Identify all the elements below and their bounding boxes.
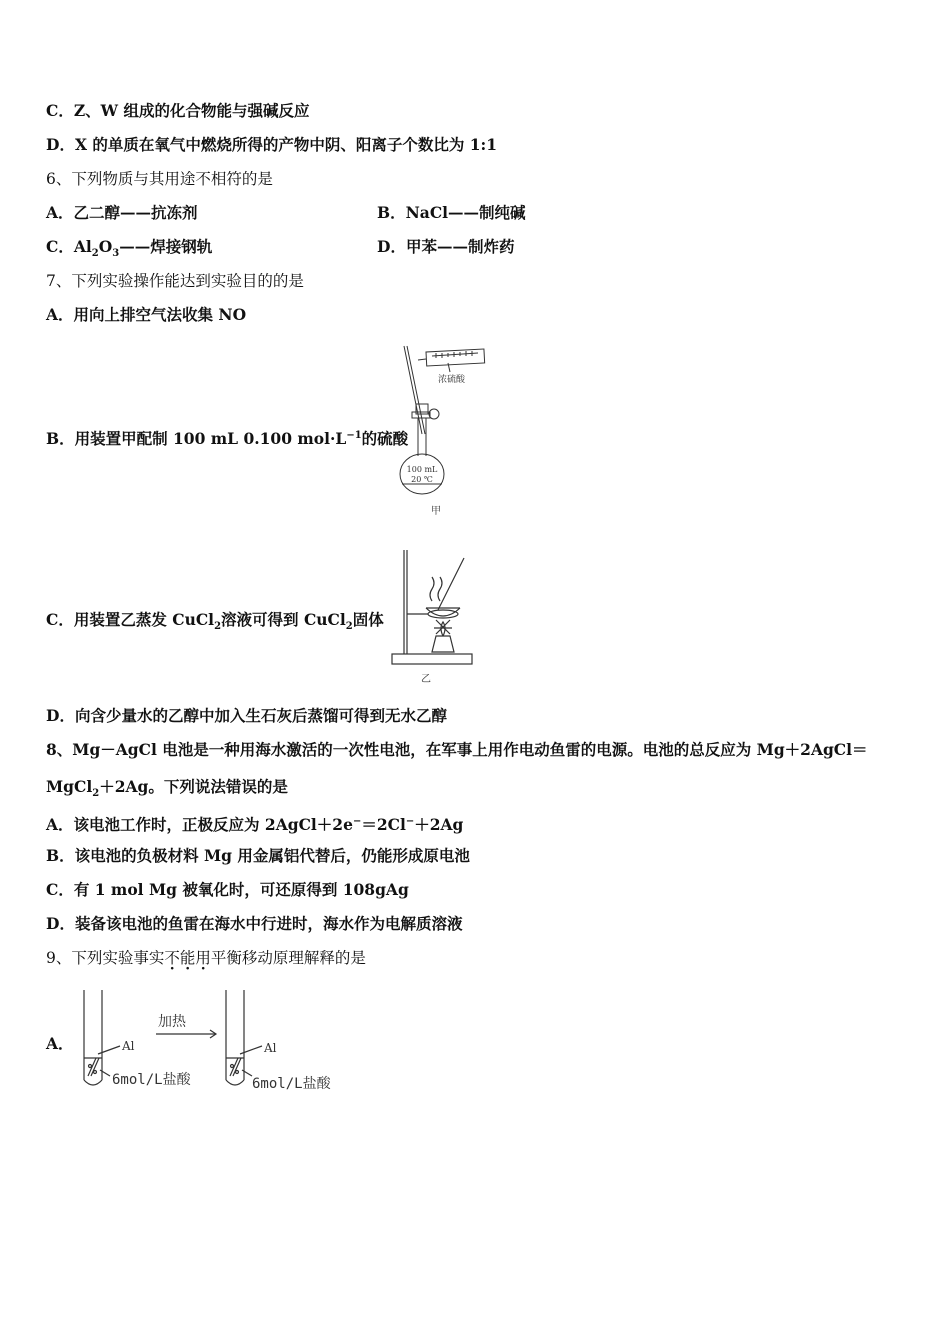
subscript: 2 [214, 621, 222, 633]
option-text: ＋2Ag [414, 815, 464, 835]
q9-stem [46, 948, 366, 968]
option-text: 溶液可得到 CuCl [221, 610, 346, 629]
option-text: 甲苯——制炸药 [405, 237, 515, 256]
q5-option-d [46, 135, 497, 155]
stem-text: 平衡移动原理解释的是 [210, 949, 366, 967]
q6-option-d [377, 237, 514, 257]
formula-part: MgCl [46, 777, 93, 796]
metal-label: Al [264, 1041, 277, 1055]
flask-temp-label: 20 ℃ [411, 475, 433, 484]
option-text: 该电池工作时，正极反应为 2AgCl＋2e [73, 815, 353, 835]
q8-option-b [46, 846, 470, 866]
q7-stem: 7、下列实验操作能达到实验目的的是 [46, 272, 304, 290]
q8-option-d [46, 914, 462, 934]
superscript: − [405, 816, 415, 827]
flask-volume-label: 100 mL [406, 465, 438, 474]
superscript: − [352, 816, 362, 827]
option-label: A． [46, 203, 74, 222]
q7-option-b [46, 426, 408, 449]
option-text: X 的单质在氧气中燃烧所得的产物中阴、阳离子个数比为 1:1 [74, 135, 498, 154]
option-label: A． [46, 305, 74, 324]
option-text: 用向上排空气法收集 NO [73, 305, 247, 324]
q6-option-a [46, 203, 198, 223]
option-text: 的硫酸 [361, 429, 409, 449]
option-label: B． [46, 429, 75, 449]
stem-text: 9、下列实验事实 [46, 949, 165, 967]
option-text: 固体 [352, 610, 384, 629]
emphasized-char: 用 [195, 949, 211, 967]
q6-stem: 6、下列物质与其用途不相符的是 [46, 170, 273, 188]
subscript: 2 [345, 621, 353, 633]
option-text: ＝2Cl [361, 815, 406, 835]
option-label: B． [46, 846, 75, 865]
acid-label: 浓硫酸 [438, 375, 466, 385]
metal-label: Al [122, 1039, 135, 1053]
option-text: 用装置乙蒸发 CuCl [73, 610, 215, 629]
option-text: Z、W 组成的化合物能与强碱反应 [73, 101, 310, 120]
option-label: C． [46, 237, 74, 256]
evaporation-apparatus-diagram [388, 546, 478, 686]
q8-option-c [46, 880, 409, 900]
option-label: C． [46, 101, 74, 120]
option-label: D． [46, 914, 75, 933]
q7-option-a [46, 305, 246, 325]
option-label: C． [46, 880, 74, 899]
subscript: 2 [91, 248, 99, 260]
subscript: 3 [112, 248, 120, 260]
option-label: D． [377, 237, 406, 256]
q7-option-c [46, 610, 384, 637]
q9-option-a-label: A． [46, 1034, 74, 1053]
apparatus-jia-figure [388, 344, 498, 519]
q5-option-c [46, 101, 309, 121]
option-label: B． [377, 203, 406, 222]
apparatus-yi-figure [388, 546, 478, 686]
heating-test-tubes-diagram [76, 984, 356, 1096]
figure-caption: 乙 [421, 674, 431, 685]
q6-option-c [46, 237, 212, 264]
option-text: 乙二醇——抗冻剂 [73, 203, 198, 222]
option-label: D． [46, 706, 75, 725]
solution-label: 6mol/L盐酸 [112, 1072, 191, 1088]
q8-stem-line2 [46, 777, 288, 804]
emphasized-char: 能 [179, 949, 196, 967]
q7-option-d [46, 706, 447, 726]
option-text: 用装置甲配制 100 mL 0.100 mol·L [74, 429, 347, 449]
option-label: A． [46, 815, 74, 835]
option-text: ——焊接钢轨 [119, 237, 213, 256]
solution-label: 6mol/L盐酸 [252, 1076, 331, 1092]
option-text: 该电池的负极材料 Mg 用金属铝代替后，仍能形成原电池 [74, 846, 470, 865]
option-text: 向含少量水的乙醇中加入生石灰后蒸馏可得到无水乙醇 [74, 706, 447, 725]
volumetric-flask-diagram [388, 344, 498, 519]
superscript: −1 [346, 430, 362, 441]
q6-option-b [377, 203, 526, 223]
formula-part: Al [73, 237, 92, 256]
stem-text: ＋2Ag。下列说法错误的是 [99, 777, 288, 796]
option-text: NaCl——制纯碱 [405, 203, 526, 222]
option-text: 装备该电池的鱼雷在海水中行进时，海水作为电解质溶液 [74, 914, 463, 933]
subscript: 2 [92, 788, 100, 800]
option-text: 有 1 mol Mg 被氧化时，可还原得到 108gAg [73, 880, 409, 899]
q9-test-tube-figure [76, 984, 356, 1096]
q8-stem-line1: 8、Mg－AgCl 电池是一种用海水激活的一次性电池，在军事上用作电动鱼雷的电源。电池的总反应为 Mg＋2AgCl＝ [46, 740, 868, 759]
formula-part: O [98, 237, 113, 256]
heating-label: 加热 [158, 1014, 186, 1030]
emphasized-char: 不 [164, 949, 180, 967]
option-label: D． [46, 135, 75, 154]
option-label: C． [46, 610, 74, 629]
q8-option-a [46, 812, 463, 835]
figure-caption: 甲 [431, 506, 441, 517]
